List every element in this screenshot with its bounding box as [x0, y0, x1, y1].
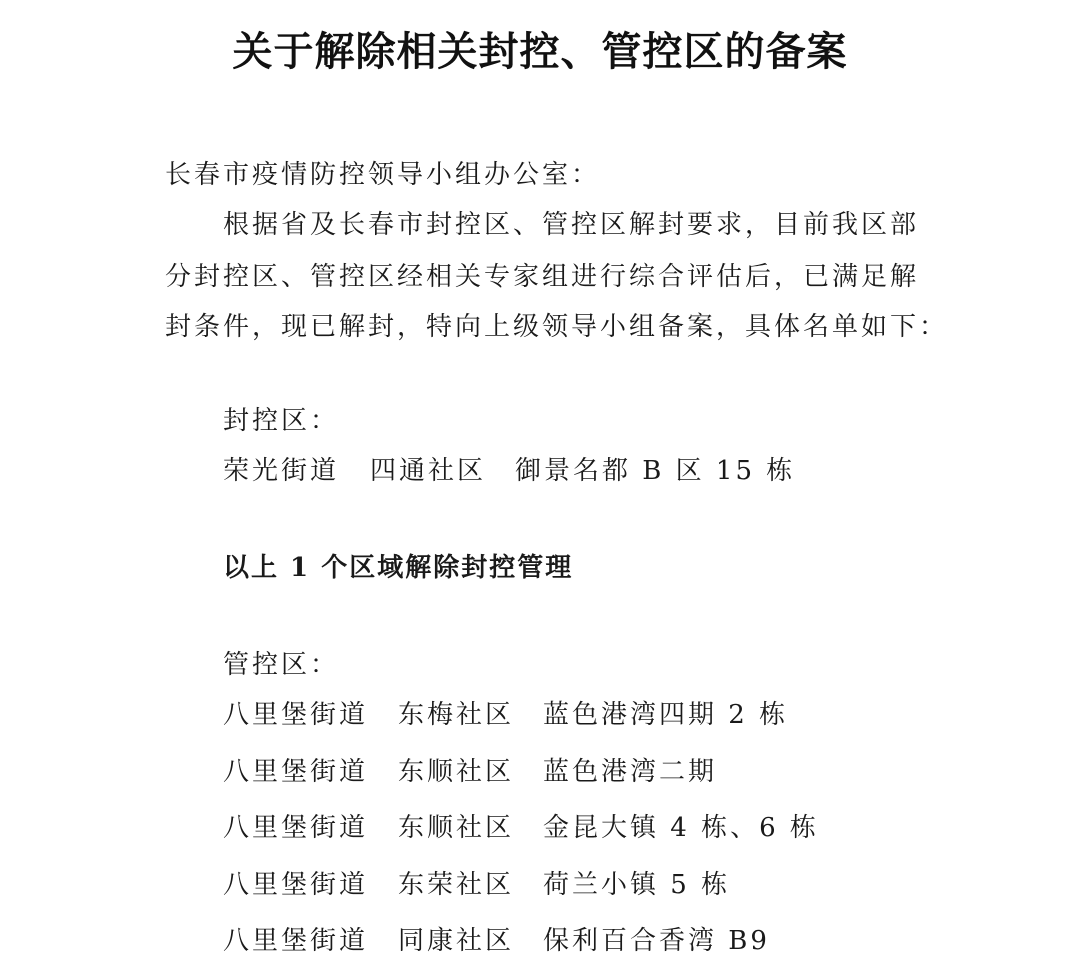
sealed-row — [223, 456, 795, 486]
street: 八里堡街道 — [223, 700, 369, 730]
sealed-summary: 以上 1 个区域解除封控管理 — [223, 553, 574, 583]
body-line-3: 封条件，现已解封，特向上级领导小组备案，具体名单如下： — [165, 312, 949, 342]
controlled-row — [223, 700, 788, 730]
controlled-row — [223, 757, 717, 787]
location: 金昆大镇 4 栋、6 栋 — [543, 813, 819, 843]
body-line-2: 分封控区、管控区经相关专家组进行综合评估后，已满足解 — [165, 262, 920, 292]
document-title: 关于解除相关封控、管控区的备案 — [232, 28, 848, 75]
controlled-section-heading: 管控区： — [223, 650, 340, 680]
location: 荷兰小镇 5 栋 — [543, 870, 731, 900]
street: 八里堡街道 — [223, 870, 369, 900]
street: 八里堡街道 — [223, 926, 369, 956]
street: 荣光街道 — [223, 456, 340, 486]
community: 四通社区 — [370, 456, 487, 486]
community: 东顺社区 — [398, 757, 515, 787]
location: 蓝色港湾二期 — [543, 757, 718, 787]
street: 八里堡街道 — [223, 813, 369, 843]
controlled-row — [223, 813, 819, 843]
community: 东顺社区 — [398, 813, 515, 843]
body-line-1: 根据省及长春市封控区、管控区解封要求，目前我区部 — [223, 210, 920, 240]
location: 御景名都 B 区 15 栋 — [515, 456, 796, 486]
community: 东荣社区 — [398, 870, 515, 900]
controlled-row — [223, 870, 730, 900]
location: 蓝色港湾四期 2 栋 — [543, 700, 789, 730]
addressee: 长春市疫情防控领导小组办公室： — [165, 160, 601, 190]
community: 东梅社区 — [398, 700, 515, 730]
location: 保利百合香湾 B9 — [543, 926, 770, 956]
sealed-section-heading: 封控区： — [223, 406, 340, 436]
community: 同康社区 — [398, 926, 515, 956]
controlled-row — [223, 926, 770, 956]
street: 八里堡街道 — [223, 757, 369, 787]
